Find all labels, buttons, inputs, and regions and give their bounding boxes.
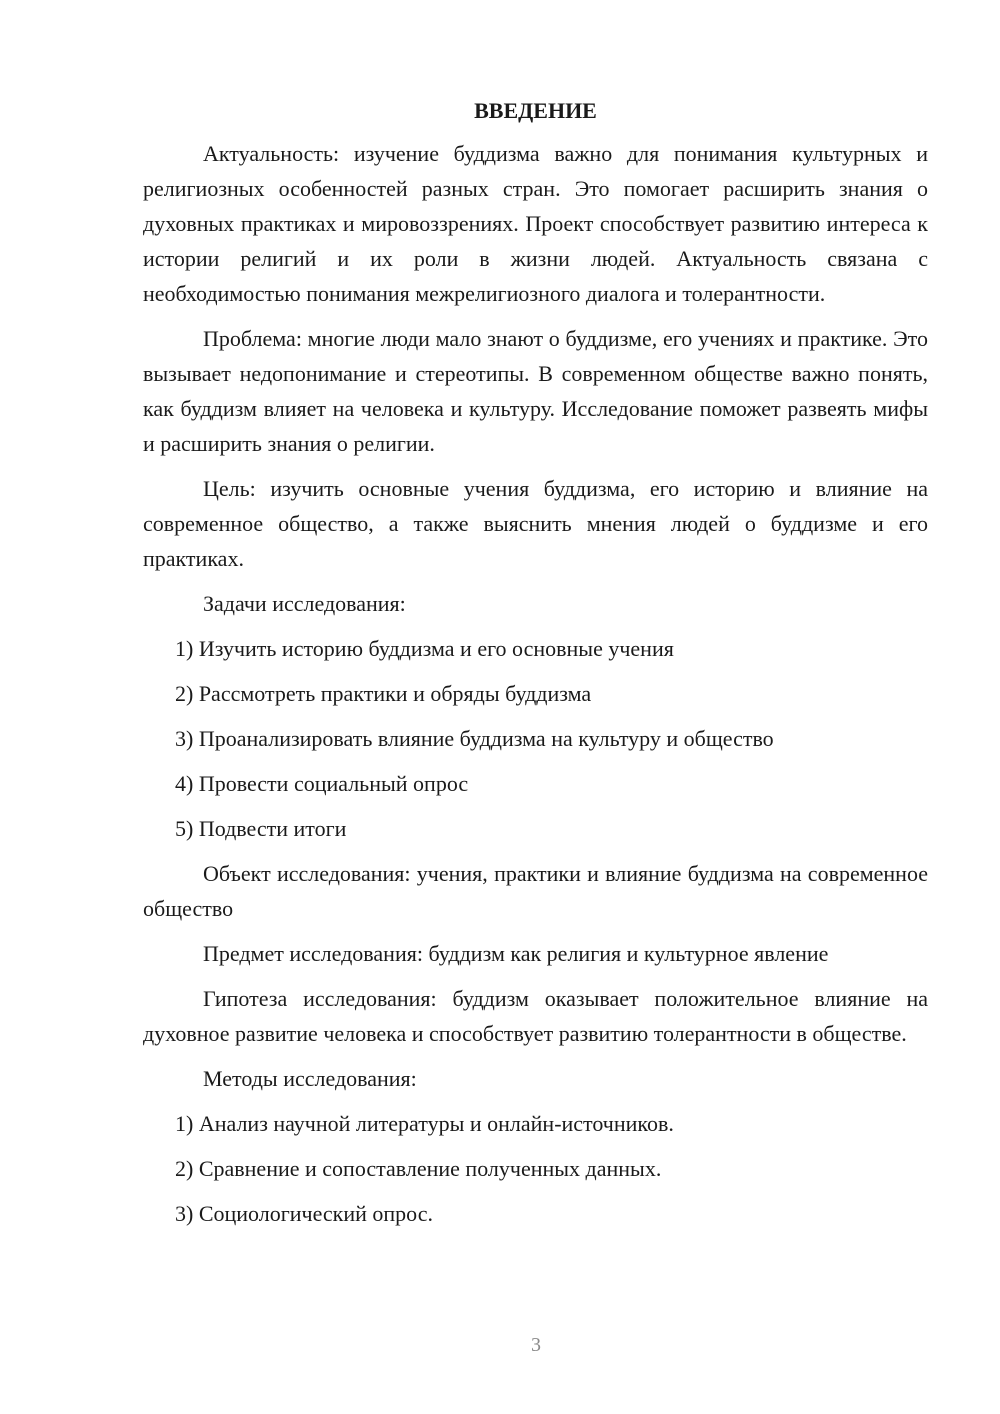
task-item: 2) Рассмотреть практики и обряды буддизма [175, 681, 592, 706]
tasks-list [143, 631, 928, 846]
page-heading: ВВЕДЕНИЕ [474, 98, 597, 123]
tasks-label: Задачи исследования: [203, 591, 406, 616]
method-item: 1) Анализ научной литературы и онлайн-источников. [175, 1111, 674, 1136]
task-item: 3) Проанализировать влияние буддизма на культуру и общество [175, 726, 774, 751]
method-item: 2) Сравнение и сопоставление полученных данных. [175, 1156, 662, 1181]
hypothesis-paragraph: Гипотеза исследования: буддизм оказывает положительное влияние на духовное развитие человека и способствует развитию толерантности в обществе. [143, 986, 928, 1046]
task-item: 5) Подвести итоги [175, 816, 347, 841]
page-number: 3 [531, 1334, 541, 1356]
relevance-paragraph: Актуальность: изучение буддизма важно для понимания культурных и религиозных особенностей разных стран. Это помогает расширить знания о духовных практиках и мировоззрениях. Проект способствует развитию интереса к истории религий и их роли в жизни людей. Актуальность связана с необходимостью понимания межрелигиозного диалога и толерантности. [143, 141, 928, 306]
task-item: 4) Провести социальный опрос [175, 771, 469, 796]
methods-list [143, 1106, 928, 1231]
method-item: 3) Социологический опрос. [175, 1201, 433, 1226]
goal-paragraph: Цель: изучить основные учения буддизма, его историю и влияние на современное общество, а также выяснить мнения людей о буддизме и его практиках. [143, 476, 928, 571]
problem-paragraph: Проблема: многие люди мало знают о буддизме, его учениях и практике. Это вызывает недопонимание и стереотипы. В современном обществе важно понять, как буддизм влияет на человека и культуру. Исследование поможет развеять мифы и расширить знания о религии. [143, 326, 928, 456]
task-item: 1) Изучить историю буддизма и его основные учения [175, 636, 674, 661]
subject-paragraph: Предмет исследования: буддизм как религия и культурное явление [203, 941, 829, 966]
document-page [143, 96, 928, 1241]
object-paragraph: Объект исследования: учения, практики и влияние буддизма на современное общество [143, 861, 928, 921]
methods-label: Методы исследования: [203, 1066, 417, 1091]
